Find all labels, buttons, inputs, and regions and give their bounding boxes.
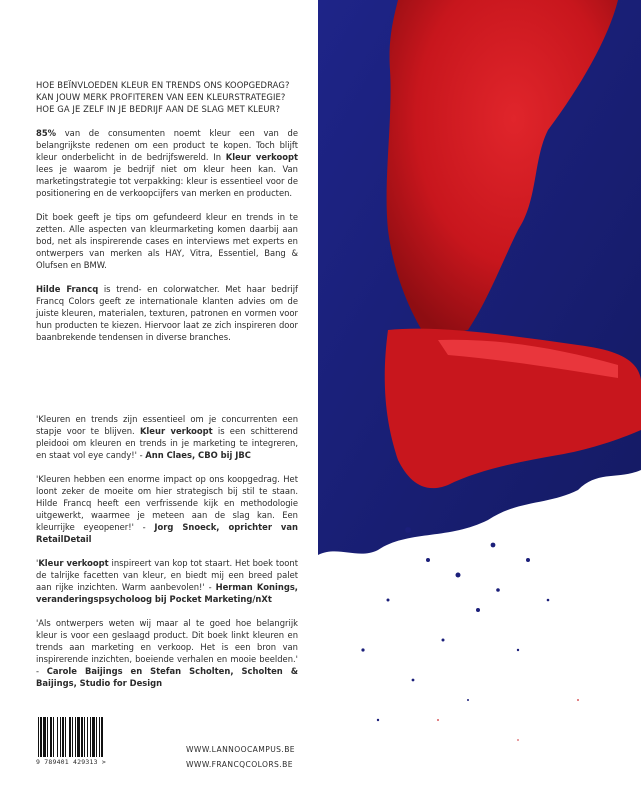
barcode-bar [72,717,73,757]
author-bio-text: is trend- en colorwatcher. Met haar bedrijf Francq Colors geeft ze internationale klanten advies om de juiste kleuren, materialen, texturen, patronen en vormen voor hun producten te kiezen. Hiervoor laat ze zich inspireren door baanbrekende tendensen in diverse branches. [36,284,298,342]
barcode-bar [62,717,64,757]
quote-text: 'Kleuren en trends zijn essentieel om je concurrenten een stapje voor te blijven. [36,414,298,436]
content-paragraph: Dit boek geeft je tips om gefundeerd kleur en trends in te zetten. Alle aspecten van kleurmarketing komen daarbij aan bod, net als inspirerende cases en interviews met experts en ontwerpers van merken als HAY, Vitra, Essentiel, Bang & Olufsen en BMW. [36,212,298,270]
book-title-inline: Kleur verkoopt [38,558,109,568]
back-cover-text [36,79,298,355]
intro-text-a: van de consumenten noemt kleur een van de belangrijkste redenen om een product te kopen. Toch blijft kleur onderbelicht in de bedrijfswereld. In [36,128,298,162]
stat-highlight: 85% [36,128,57,138]
quote-attribution: Ann Claes, CBO bij JBC [145,450,251,460]
quote-text: is een schitterend pleidooi om kleuren en trends in je marketing te integreren, en staat vol eye candy!' - [36,426,299,460]
barcode-bar [99,717,100,757]
barcode-bar [81,717,83,757]
barcode-bar [69,717,71,757]
intro-text-b: lees je waarom je bedrijf niet om kleur heen kan. Van marketingstrategie tot verpakking: kleur is essentieel voor de positionering en de verkoopcijfers van merken en producten. [36,164,298,198]
headline-line-1: HOE BEÏNVLOEDEN KLEUR EN TRENDS ONS KOOPGEDRAG? [36,80,290,90]
headline-line-2: KAN JOUW MERK PROFITEREN VAN EEN KLEURSTRATEGIE? [36,92,286,102]
barcode-digits: 9 789401 429313 > [36,758,136,766]
barcode-bar [92,717,95,757]
intro-paragraph [36,127,298,199]
barcode-bar [40,717,42,757]
quote-text: 'Als ontwerpers weten wij maar al te goed hoe belangrijk kleur is voor een geslaagd product. Dit boek linkt kleuren en trends aan marketing en verkoop. Het is een bron van inspirerende inzichten, boeiende verhalen en mooie beelden.' - [36,618,298,676]
barcode-bar [101,717,103,757]
quote-attribution: Herman Konings, veranderingspsycholoog bij Pocket Marketing/nXt [36,582,298,604]
testimonial [36,557,298,605]
barcode-bar [53,717,54,757]
quote-text: 'Kleuren hebben een enorme impact op ons koopgedrag. Het loont zeker de moeite om hier strategisch bij stil te staan. Hilde Francq heeft een verfrissende kijk en methodologie uitgewerkt, waarmee je meteen aan de slag kan. Een kleurrijke eyeopener!' - [36,474,298,532]
barcode-bar [57,717,58,757]
paint-artwork [318,0,641,800]
barcode-bar [47,717,48,757]
barcode-bar [77,717,80,757]
headline-line-3: HOE GA JE ZELF IN JE BEDRIJF AAN DE SLAG MET KLEUR? [36,104,281,114]
barcode-bar [87,717,88,757]
barcode-bar [43,717,46,757]
barcode-bar [38,717,39,757]
author-name: Hilde Francq [36,284,99,294]
barcode-bar [50,717,52,757]
website-links [186,742,295,772]
barcode-bar [60,717,61,757]
quote-attribution: Jorg Snoeck, oprichter van RetailDetail [36,522,298,544]
testimonial [36,617,298,689]
book-title-inline: Kleur verkoopt [225,152,298,162]
quote-text: inspireert van kop tot staart. Het boek toont de talrijke facetten van kleur, en biedt mij een breed palet aan rijke inzichten. Warm aanbevolen!' - [36,558,298,592]
testimonial [36,473,298,545]
book-title-inline: Kleur verkoopt [139,426,213,436]
testimonials [36,413,298,701]
testimonial [36,413,298,461]
barcode-bar [84,717,85,757]
barcode-bar [96,717,97,757]
website-link-lannoocampus: WWW.LANNOOCAMPUS.BE [186,745,296,754]
quote-attribution: Carole Baijings en Stefan Scholten, Scholten & Baijings, Studio for Design [36,666,298,688]
author-bio [36,283,298,343]
barcode-bar [65,717,66,757]
website-link-francqcolors: WWW.FRANCQCOLORS.BE [186,760,293,769]
barcode-bar [90,717,91,757]
headline-questions [36,79,298,115]
quote-text: ' [36,558,39,568]
barcode-bar [75,717,76,757]
